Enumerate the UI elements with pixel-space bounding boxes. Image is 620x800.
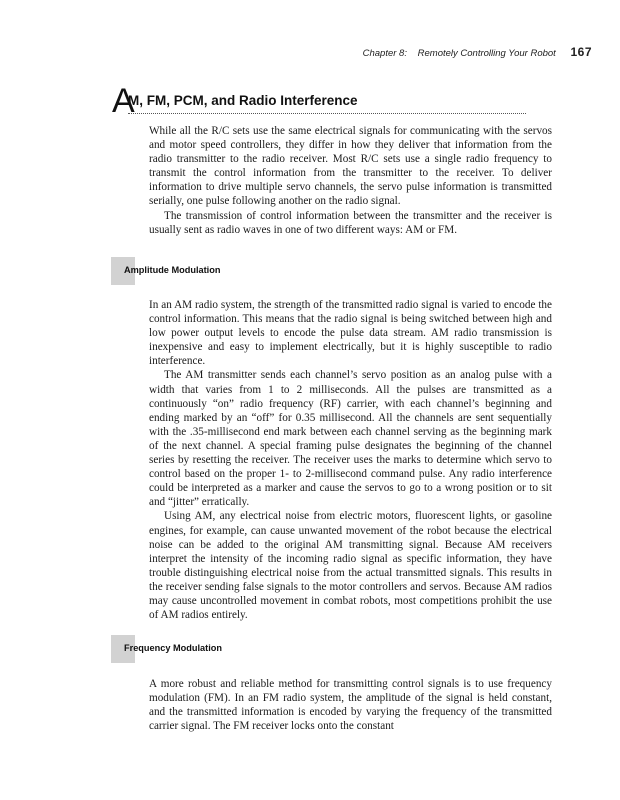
running-head (363, 45, 592, 59)
subheading-label: Amplitude Modulation (124, 265, 221, 275)
paragraph: The AM transmitter sends each channel’s servo position as an analog pulse with a width that varies from 1 to 2 milliseconds. All the pulses are transmitted as a continuously “on” radio frequency (RF) carrier, with each channel’s beginning and ending marked by an “off” for 0.35 millisecond. All the channels are sent sequentially with the .35-millisecond end mark between each channel serving as the beginning mark of the next channel. A special framing pulse designates the beginning of the channel series by resetting the receiver. The receiver uses the marks to determine which servo to control based on the proper 1- to 2-millisecond command pulse. Any radio interference could be interpreted as a marker and cause the servos to go to a wrong position or to sit and “jitter” erratically. (149, 369, 552, 509)
page-number: 167 (570, 45, 592, 59)
paragraph: Using AM, any electrical noise from electric motors, fluorescent lights, or gasoline engines, for example, can cause unwanted movement of the robot because the electrical noise can be added to the original AM transmitting signal. Because AM receivers interpret the intensity of the incoming radio signal as specific information, they have trouble distinguishing electrical noise from the actual transmitted signals. This results in the receiver sending false signals to the motor controllers and servos. Because AM radios may cause uncontrolled movement in combat robots, most competitions prohibit the use of AM radios entirely. (149, 510, 552, 622)
intro-text (149, 124, 552, 237)
subheading-label: Frequency Modulation (124, 643, 223, 653)
subheading-am (111, 257, 231, 285)
paragraph: In an AM radio system, the strength of the transmitted radio signal is varied to encode the control information. This means that the radio signal is being switched between high and low power output levels to encode the pulse data stream. AM radio transmission is inexpensive and easy to implement electrically, but it is highly susceptible to radio interference. (149, 299, 552, 368)
chapter-title: Remotely Controlling Your Robot (417, 48, 556, 59)
section-heading-text: M, FM, PCM, and Radio Interference (128, 93, 358, 108)
drop-cap: A (112, 82, 135, 120)
chapter-label: Chapter 8: (362, 48, 407, 59)
fm-text (149, 677, 552, 733)
subheading-fm (111, 635, 231, 663)
paragraph: While all the R/C sets use the same electrical signals for communicating with the servos and motor speed controllers, they differ in how they deliver that information from the radio transmitter to the radio receiver. Most R/C sets use a single radio frequency to transmit the control information from the transmitter to the receiver. To deliver information to drive multiple servo channels, the servo pulse information is transmitted serially, one pulse following another on the radio signal. (149, 125, 552, 208)
am-text (149, 298, 552, 622)
paragraph: The transmission of control information between the transmitter and the receiver is usually sent as radio waves in one of two different ways: AM or FM. (149, 209, 552, 236)
dotted-rule (128, 113, 526, 114)
paragraph: A more robust and reliable method for transmitting control signals is to use frequency modulation (FM). In an FM radio system, the amplitude of the signal is held constant, and the transmitted information is encoded by varying the frequency of the transmitted carrier signal. The FM receiver locks onto the constant (149, 678, 552, 733)
